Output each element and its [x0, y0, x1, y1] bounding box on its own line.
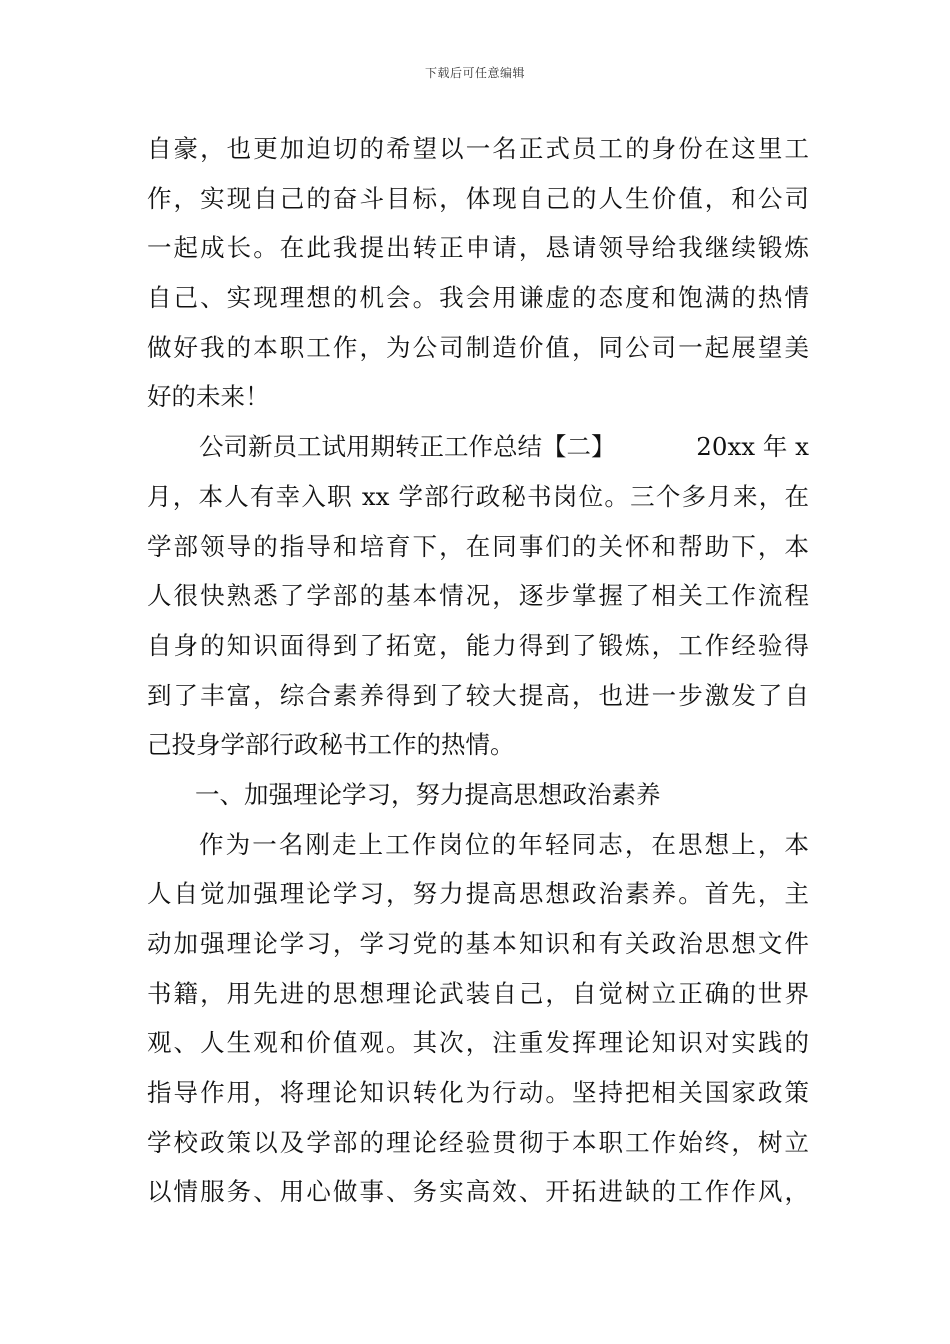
section-title: 公司新员工试用期转正工作总结【二】	[199, 432, 616, 462]
text-line: 好的未来！	[147, 382, 270, 412]
text-line: 书籍，用先进的思想理论武装自己，自觉树立正确的世界	[147, 978, 809, 1008]
text-line: 观、人生观和价值观。其次，注重发挥理论知识对实践的	[147, 1028, 809, 1058]
text-line: 自身的知识面得到了拓宽，能力得到了锻炼，工作经验得	[147, 630, 809, 660]
text-line: 到了丰富，综合素养得到了较大提高，也进一步激发了自	[147, 680, 809, 710]
text-line: 月，本人有幸入职 xx 学部行政秘书岗位。三个多月来，在	[147, 481, 809, 511]
text-line: 自己、实现理想的机会。我会用谦虚的态度和饱满的热情	[147, 283, 809, 313]
text-line: 学部领导的指导和培育下，在同事们的关怀和帮助下，本	[147, 531, 809, 561]
section-date: 20xx 年 x	[696, 432, 809, 462]
text-line: 学校政策以及学部的理论经验贯彻于本职工作始终，树立	[147, 1127, 809, 1157]
page-header-note: 下载后可任意编辑	[424, 66, 525, 80]
text-line: 人很快熟悉了学部的基本情况，逐步掌握了相关工作流程	[147, 581, 809, 611]
section-title-line	[147, 422, 809, 472]
text-line: 作，实现自己的奋斗目标，体现自己的人生价值，和公司	[147, 183, 809, 213]
text-line: 作为一名刚走上工作岗位的年轻同志，在思想上，本	[199, 829, 809, 859]
text-line: 己投身学部行政秘书工作的热情。	[147, 730, 515, 760]
text-line: 以情服务、用心做事、务实高效、开拓进缺的工作作风，	[147, 1177, 809, 1207]
section-heading: 一、加强理论学习，努力提高思想政治素养	[195, 779, 661, 809]
text-line: 自豪，也更加迫切的希望以一名正式员工的身份在这里工	[147, 134, 809, 163]
text-line: 人自觉加强理论学习，努力提高思想政治素养。首先，主	[147, 879, 809, 909]
text-line: 动加强理论学习，学习党的基本知识和有关政治思想文件	[147, 929, 809, 958]
text-line: 指导作用，将理论知识转化为行动。坚持把相关国家政策	[147, 1078, 809, 1108]
document-body	[147, 124, 809, 1217]
text-line: 一起成长。在此我提出转正申请，恳请领导给我继续锻炼	[147, 233, 809, 263]
text-line: 做好我的本职工作，为公司制造价值，同公司一起展望美	[147, 332, 809, 362]
